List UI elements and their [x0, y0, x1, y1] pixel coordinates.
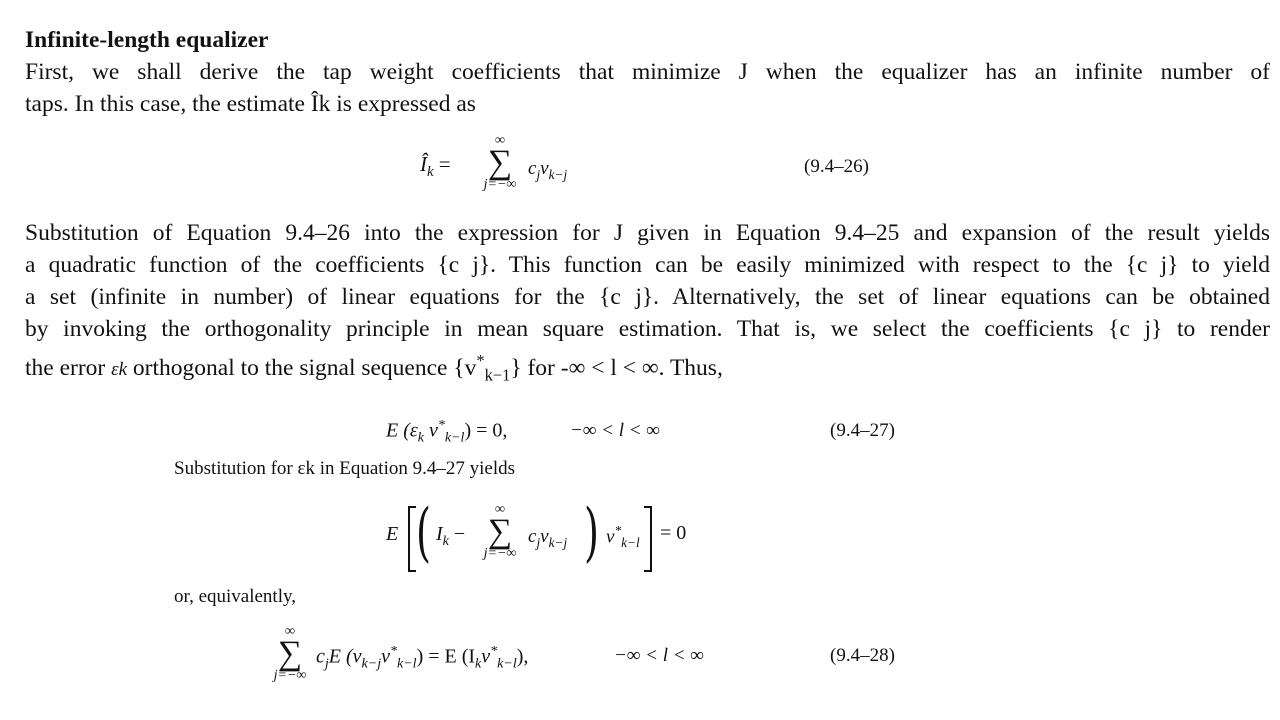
- eqmid-term: [528, 526, 567, 551]
- eqmid-E: E: [386, 523, 399, 545]
- eq26-term: [528, 158, 567, 183]
- eq28-v2: v: [381, 645, 390, 668]
- eqmid-sigma: ∑: [487, 513, 513, 550]
- eq28-v-sub: k−j: [361, 656, 382, 672]
- equivalently-text: or, equivalently,: [174, 586, 296, 607]
- eq28-I-sub: k: [475, 656, 482, 672]
- eqmid-sum: [478, 503, 522, 561]
- epsilon-k: εk: [111, 358, 128, 380]
- body-line5-a: the error: [25, 354, 112, 381]
- section-heading: Infinite-length equalizer: [25, 27, 269, 53]
- intro-paragraph: [25, 56, 1270, 120]
- eq28-range: −∞ < l < ∞: [614, 645, 704, 666]
- eqmid-vstar-v: v: [606, 526, 615, 548]
- eq26-c: c: [528, 158, 537, 179]
- v-subscript: k−1: [484, 365, 511, 385]
- eq28-c-sub: j: [324, 656, 329, 672]
- eqmid-vstar-sub: k−l: [621, 535, 640, 551]
- eq28-lower: j=−∞: [273, 668, 307, 683]
- body-paragraph: [25, 217, 1270, 392]
- eqmid-result: = 0: [660, 522, 687, 544]
- eq28-sum: [265, 625, 315, 683]
- eq28-equals: ) = E (I: [416, 645, 476, 668]
- eq26-lhs: [420, 152, 451, 181]
- left-paren: (: [416, 496, 431, 570]
- eq28-v3-sub: k−l: [497, 656, 517, 672]
- eqmid-c-sub: j: [536, 534, 541, 550]
- eq28-c: c: [316, 645, 325, 668]
- left-bracket: [408, 506, 416, 572]
- right-paren: ): [584, 496, 599, 570]
- intro-line-1: First, we shall derive the tap weight coefficients that minimize J when the equalizer has an infinite number of: [25, 59, 1270, 85]
- eqmid-upper: ∞: [495, 502, 505, 517]
- eq26-sigma: ∑: [487, 144, 513, 181]
- eq28-v2-sub: k−l: [397, 656, 417, 672]
- eq28-sigma: ∑: [277, 635, 303, 672]
- eq26-lower-limit: j=−∞: [483, 177, 517, 192]
- eq27-E-eps: E (ε: [386, 419, 418, 442]
- eq28-upper: ∞: [285, 624, 295, 639]
- eq26-lhs-sub: k: [427, 164, 434, 181]
- eq27-range: −∞ < l < ∞: [570, 420, 660, 441]
- intro-line-2: taps. In this case, the estimate Îk is expressed as: [25, 91, 476, 117]
- body-line-3: a set (infinite in number) of linear equations for the {c j}. Alternatively, the set of linear equations can be obtained: [25, 284, 1270, 310]
- eqmid-v-sub: k−j: [548, 534, 568, 550]
- eq28-v3: v: [481, 645, 491, 668]
- body-line-5: [25, 345, 1270, 392]
- eqmid-v: v: [540, 526, 549, 547]
- body-line-1: Substitution of Equation 9.4–26 into the expression for J given in Equation 9.4–25 and expansion of the result yields: [25, 220, 1270, 246]
- body-line5-c: } for -∞ < l < ∞. Thus,: [510, 354, 723, 381]
- eq28-number: (9.4–28): [830, 645, 895, 666]
- eqmid-Ik: [436, 523, 465, 550]
- eq27-number: (9.4–27): [830, 420, 895, 441]
- eqmid-minus: −: [453, 523, 466, 545]
- eq27-v: v: [423, 419, 438, 442]
- eq26-v-sub: k−j: [548, 166, 568, 182]
- conj-star: *: [476, 351, 485, 370]
- eqmid-star: *: [614, 523, 622, 538]
- body-line-4: by invoking the orthogonality principle in mean square estimation. That is, we select the coefficients {c j} to render: [25, 316, 1270, 342]
- eq26-v: v: [540, 158, 549, 179]
- eq28-end: ),: [516, 645, 529, 668]
- eq26-I-hat: Î: [420, 152, 427, 176]
- eq27-expr: E ($\varepsilon_k$ $v^*_{k-l}) = 0$,: [386, 418, 508, 446]
- eqmid-vstar: [606, 523, 640, 551]
- eqmid-I: I: [436, 523, 443, 545]
- eq28-expression: $c_jE$ $(v_{k-j}v^*_{k-l}) = E$ $(I_kv^*_{k-l})$,: [316, 644, 529, 672]
- eq26-c-sub: j: [536, 166, 541, 182]
- eq28-E-v: E (v: [328, 645, 362, 668]
- body-line-2: a quadratic function of the coefficients {c j}. This function can be easily minimized with respect to the {c j} to yield: [25, 252, 1270, 278]
- eq26-upper-limit: ∞: [495, 133, 505, 148]
- body-line5-b: orthogonal to the signal sequence {v: [127, 354, 477, 381]
- right-bracket: [644, 506, 652, 572]
- substitution-text: Substitution for εk in Equation 9.4–27 yields: [174, 458, 515, 479]
- eq27-after: ) = 0,: [464, 419, 508, 442]
- eq26-equals: =: [438, 152, 451, 176]
- eqmid-c: c: [528, 526, 537, 547]
- eq26-number: (9.4–26): [804, 156, 869, 177]
- eqmid-I-sub: k: [442, 534, 449, 549]
- eqmid-lower: j=−∞: [483, 546, 517, 561]
- eq26-sum: [478, 134, 522, 192]
